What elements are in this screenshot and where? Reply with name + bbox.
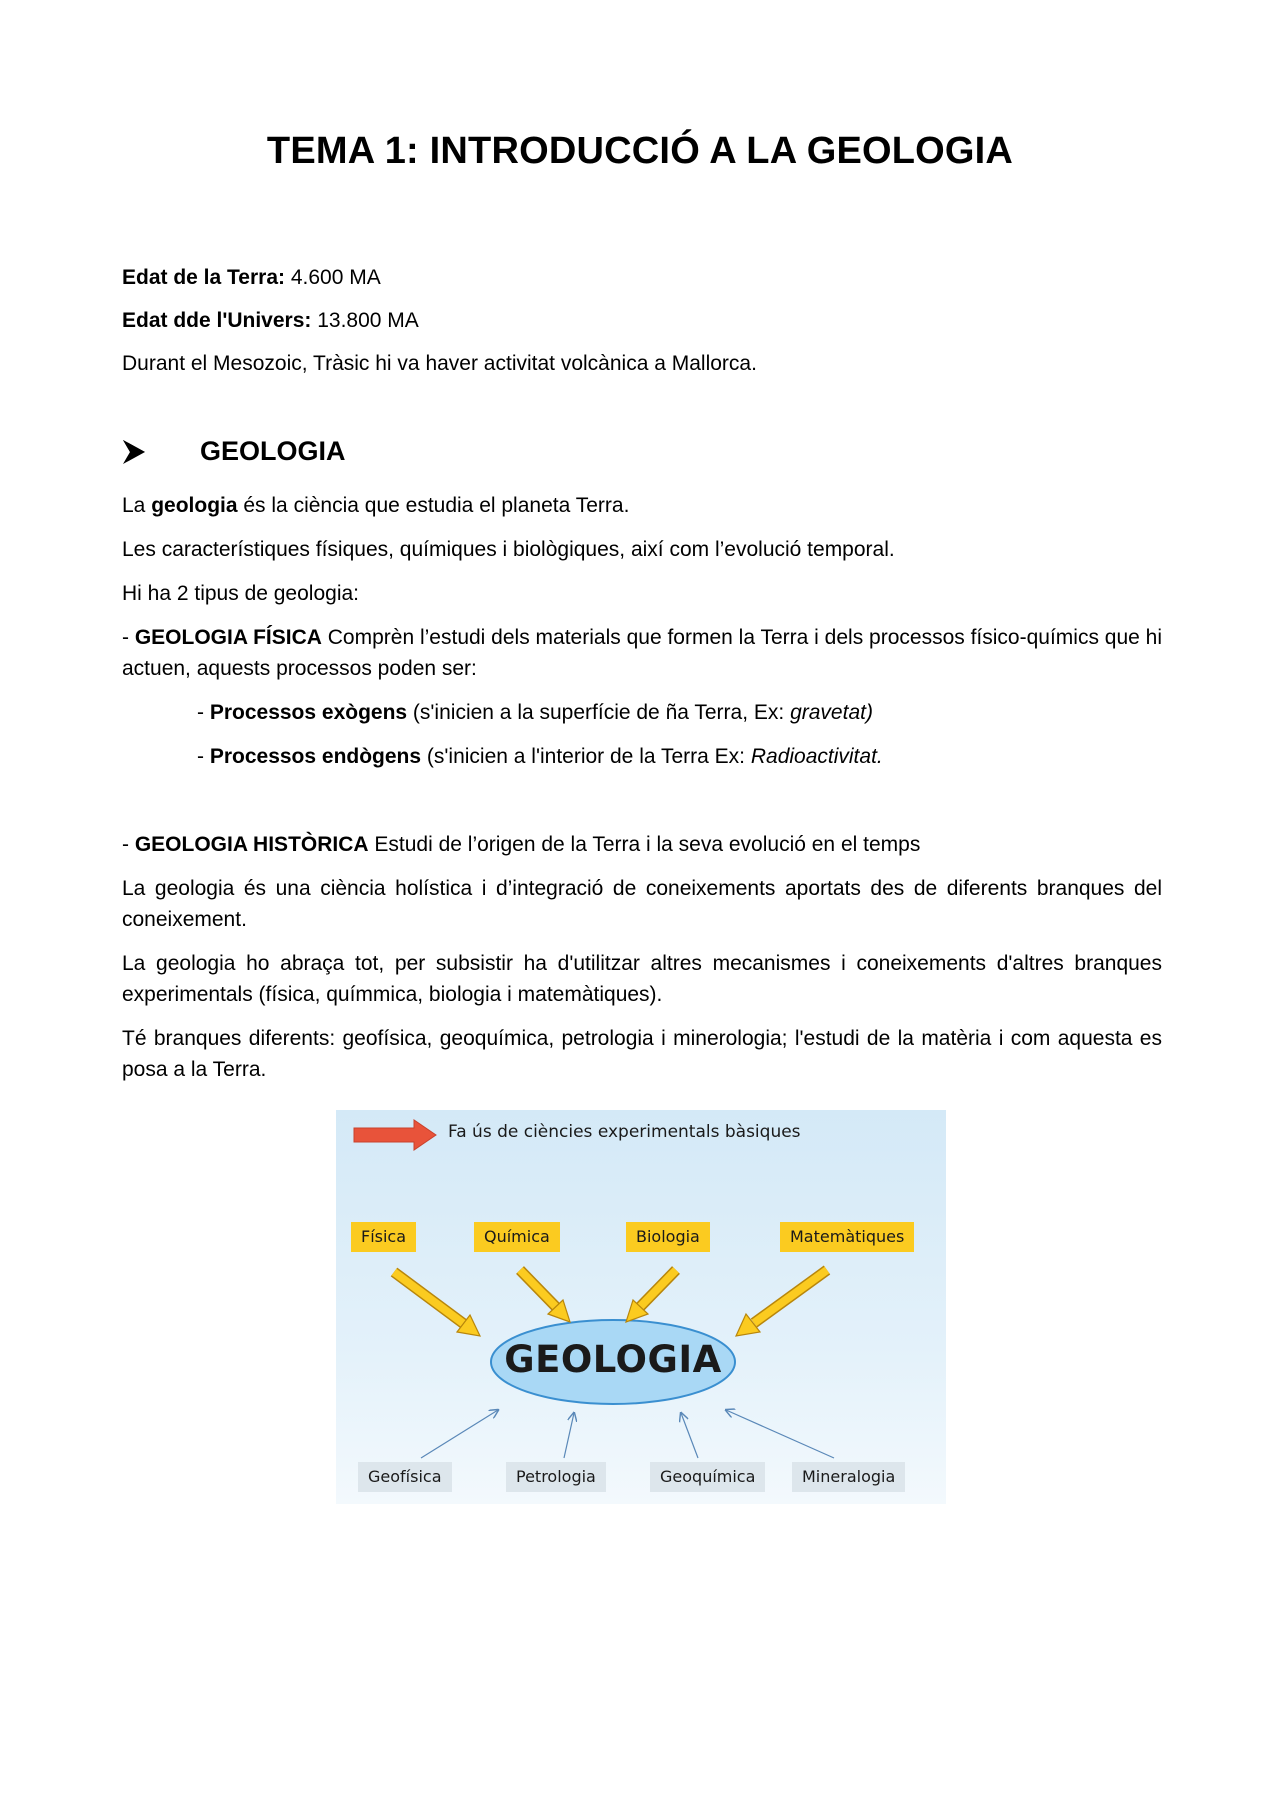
def-bold: geologia (151, 494, 238, 517)
exo-text: (s'inicien a la superfície de ña Terra, Ex: (407, 701, 791, 724)
mesozoic-line: Durant el Mesozoic, Tràsic hi va haver activitat volcànica a Mallorca. (122, 352, 757, 375)
historica-text: Estudi de l’origen de la Terra i la seva evolució en el temps (368, 833, 921, 856)
historica-dash: - (122, 833, 135, 856)
page-title: TEMA 1: INTRODUCCIÓ A LA GEOLOGIA (266, 130, 1014, 172)
earth-age-label: Edat de la Terra: (122, 266, 285, 289)
petrologia-arrow (564, 1413, 574, 1458)
types-line: Hi ha 2 tipus de geologia: (122, 582, 359, 605)
diagram-graphics (336, 1110, 946, 1504)
exogenous-processes-item (197, 697, 1162, 728)
endo-italic: Radioactivitat. (750, 745, 883, 768)
geofisica-arrow (421, 1410, 498, 1458)
endo-dash: - (197, 745, 210, 768)
red-arrow-icon (354, 1120, 436, 1150)
fisica-dash: - (122, 626, 135, 649)
exo-dash: - (197, 701, 210, 724)
arrowhead-bullet-icon (122, 439, 146, 465)
diagram-top-text: Fa ús de ciències experimentals bàsiques (448, 1122, 801, 1142)
biologia-arrow (626, 1270, 676, 1322)
historica-bold: GEOLOGIA HISTÒRICA (134, 833, 369, 856)
geoquimica-arrow (681, 1413, 698, 1458)
fisica-text: Comprèn l’estudi dels materials que formen la Terra i dels processos físico-químics que hi actuen, aquests processos poden ser: (122, 626, 1163, 680)
matematiques-arrow (736, 1270, 827, 1336)
universe-age-value: 13.800 MA (311, 309, 419, 332)
endo-bold: Processos endògens (209, 745, 422, 768)
exo-italic: gravetat) (790, 701, 873, 724)
characteristics-line: Les característiques físiques, químiques i biològiques, així com l’evolució temporal. (122, 538, 895, 561)
holistic-paragraph: La geologia és una ciència holística i d’integració de coneixements aportats des de diferents branques del coneixement. (122, 877, 1162, 931)
fisica-bold: GEOLOGIA FÍSICA (134, 626, 322, 649)
section-heading-text: GEOLOGIA (200, 436, 346, 466)
earth-age-line (122, 262, 1162, 293)
def-post: és la ciència que estudia el planeta Terra. (237, 494, 630, 517)
branch-box-geofisica: Geofísica (358, 1462, 452, 1492)
geology-diagram (336, 1110, 946, 1504)
universe-age-line (122, 305, 1162, 336)
endo-text: (s'inicien a l'interior de la Terra Ex: (421, 745, 751, 768)
fisica-arrow (394, 1272, 480, 1336)
branch-box-mineralogia: Mineralogia (792, 1462, 905, 1492)
geology-definition (122, 490, 1162, 521)
diagram-center-label: GEOLOGIA (504, 1338, 722, 1381)
branch-box-petrologia: Petrologia (506, 1462, 606, 1492)
exo-bold: Processos exògens (209, 701, 408, 724)
branches-paragraph: Té branques diferents: geofísica, geoquímica, petrologia i minerologia; l'estudi de la matèria i com aquesta es posa a la Terra. (122, 1027, 1162, 1081)
quimica-arrow (520, 1270, 570, 1322)
def-pre: La (122, 494, 152, 517)
physical-geology-paragraph (122, 622, 1162, 684)
historical-geology-paragraph (122, 829, 1162, 860)
science-box-quimica: Química (474, 1222, 560, 1252)
branch-box-geoquimica: Geoquímica (650, 1462, 765, 1492)
endogenous-processes-item (197, 741, 1162, 772)
science-box-biologia: Biologia (626, 1222, 710, 1252)
mineralogia-arrow (726, 1410, 834, 1458)
earth-age-value: 4.600 MA (285, 266, 381, 289)
universe-age-label: Edat dde l'Univers: (122, 309, 312, 332)
section-heading (122, 436, 346, 467)
science-box-fisica: Física (351, 1222, 416, 1252)
science-box-matematiques: Matemàtiques (780, 1222, 914, 1252)
embraces-paragraph: La geologia ho abraça tot, per subsistir ha d'utilitzar altres mecanismes i coneixements d'altres branques experimentals (física, químmica, biologia i matemàtiques). (122, 952, 1162, 1006)
